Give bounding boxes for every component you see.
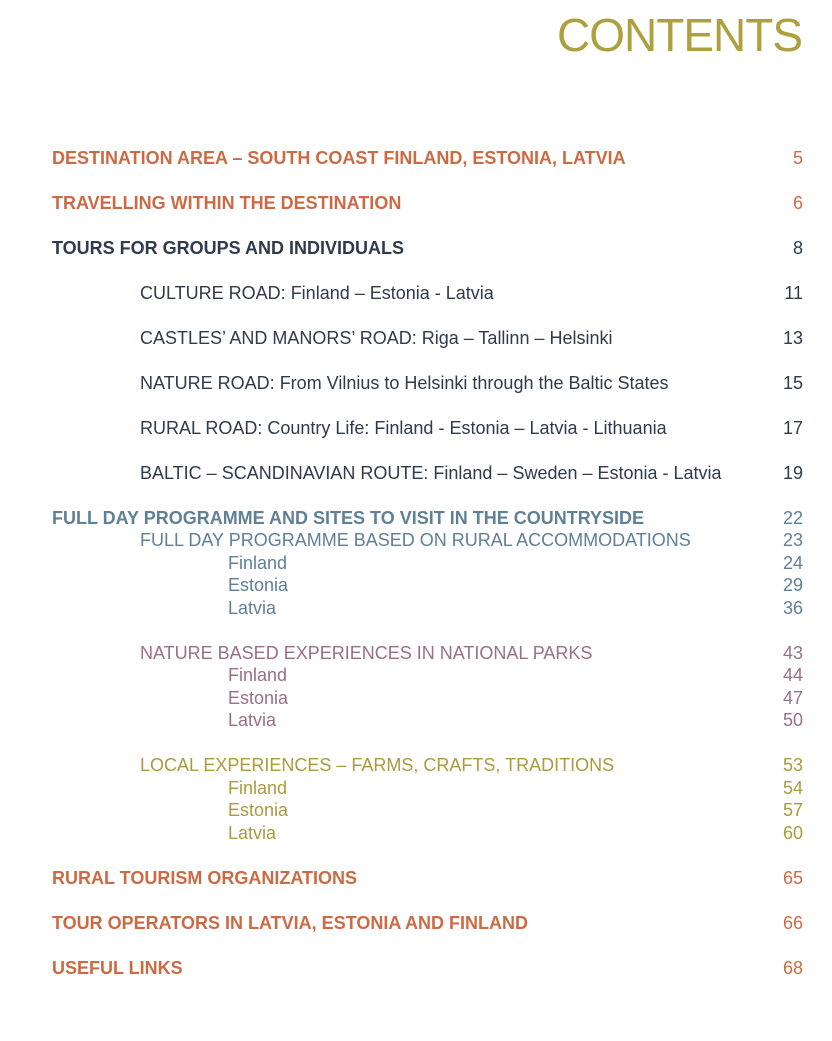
toc-page: 24: [782, 553, 803, 573]
toc-page: 65: [782, 868, 803, 888]
toc-entry-travelling[interactable]: [0, 191, 832, 215]
toc-entry-rural-road[interactable]: [0, 416, 832, 440]
toc-page: 57: [782, 800, 803, 820]
toc-page: 36: [782, 598, 803, 618]
toc-label: Estonia: [228, 688, 289, 708]
toc-page: 47: [782, 688, 803, 708]
toc-entry-tour-operators[interactable]: [0, 911, 832, 935]
toc-page: 15: [782, 373, 803, 393]
toc-label-desc: Riga – Tallinn – Helsinki: [416, 328, 613, 348]
toc-entry-nature-road[interactable]: [0, 371, 832, 395]
toc-label: DESTINATION AREA – SOUTH COAST FINLAND, ESTONIA, LATVIA: [52, 148, 626, 168]
toc-label-head: RURAL ROAD:: [140, 418, 263, 438]
toc-entry-tours[interactable]: [0, 236, 832, 260]
toc-label-desc: From Vilnius to Helsinki through the Baltic States: [274, 373, 669, 393]
toc-entry-le-estonia[interactable]: [0, 798, 832, 822]
page-title: CONTENTS: [557, 9, 802, 61]
toc-page: 8: [792, 238, 803, 258]
toc-entry-culture-road[interactable]: [0, 281, 832, 305]
toc-label: Latvia: [228, 710, 277, 730]
toc-page: 23: [782, 530, 803, 550]
toc-entry-fd-estonia[interactable]: [0, 573, 832, 597]
toc-label: TOURS FOR GROUPS AND INDIVIDUALS: [52, 238, 405, 258]
toc-page: 11: [784, 283, 803, 303]
toc-page: 22: [782, 508, 803, 528]
toc-label: Latvia: [228, 598, 277, 618]
toc-page: 17: [782, 418, 803, 438]
toc-label: Estonia: [228, 575, 289, 595]
toc-page: 60: [782, 823, 803, 843]
toc-entry-np-estonia[interactable]: [0, 686, 832, 710]
toc-label: NATURE BASED EXPERIENCES IN NATIONAL PARKS: [140, 643, 593, 663]
toc-label: RURAL TOURISM ORGANIZATIONS: [52, 868, 357, 888]
toc-label: Finland: [228, 778, 288, 798]
toc-label: TOUR OPERATORS IN LATVIA, ESTONIA AND FINLAND: [52, 913, 529, 933]
toc-page: 53: [782, 755, 803, 775]
toc-label: LOCAL EXPERIENCES – FARMS, CRAFTS, TRADITIONS: [140, 755, 615, 775]
toc-label-desc: Country Life: Finland - Estonia – Latvia - Lithuania: [262, 418, 667, 438]
toc-entry-useful-links[interactable]: [0, 956, 832, 980]
toc-label-head: CULTURE ROAD:: [140, 283, 286, 303]
toc-label: FULL DAY PROGRAMME AND SITES TO VISIT IN THE COUNTRYSIDE: [52, 508, 645, 528]
toc-entry-local-experiences[interactable]: [0, 753, 832, 777]
toc-label: Latvia: [228, 823, 277, 843]
toc-entry-le-latvia[interactable]: [0, 821, 832, 845]
toc-page: 29: [782, 575, 803, 595]
toc-entry-destination[interactable]: [0, 146, 832, 170]
toc-entry-full-day[interactable]: [0, 506, 832, 530]
toc-entry-le-finland[interactable]: [0, 776, 832, 800]
toc-label-head: BALTIC – SCANDINAVIAN ROUTE:: [140, 463, 429, 483]
toc-label: Finland: [228, 665, 288, 685]
toc-entry-rural-orgs[interactable]: [0, 866, 832, 890]
toc-label-desc: Finland – Sweden – Estonia - Latvia: [428, 463, 722, 483]
toc-label-desc: Finland – Estonia - Latvia: [285, 283, 494, 303]
toc-entry-castles-road[interactable]: [0, 326, 832, 350]
toc-page: 54: [782, 778, 803, 798]
toc-entry-np-finland[interactable]: [0, 663, 832, 687]
toc-label: FULL DAY PROGRAMME BASED ON RURAL ACCOMMODATIONS: [140, 530, 691, 550]
toc-entry-full-day-rural[interactable]: [0, 528, 832, 552]
toc-page: 6: [792, 193, 803, 213]
toc-entry-fd-latvia[interactable]: [0, 596, 832, 620]
toc-page: 19: [782, 463, 803, 483]
toc-label: USEFUL LINKS: [52, 958, 183, 978]
toc-page: 50: [782, 710, 803, 730]
toc-entry-baltic-route[interactable]: [0, 461, 832, 485]
toc-label: Finland: [228, 553, 288, 573]
toc-entry-nature-parks[interactable]: [0, 641, 832, 665]
toc-label: Estonia: [228, 800, 289, 820]
toc-page: 13: [782, 328, 803, 348]
toc-entry-fd-finland[interactable]: [0, 551, 832, 575]
toc-page: 44: [782, 665, 803, 685]
toc-label-head: CASTLES’ AND MANORS’ ROAD:: [140, 328, 417, 348]
toc-label: TRAVELLING WITHIN THE DESTINATION: [52, 193, 402, 213]
toc-page: 5: [792, 148, 803, 168]
toc-page: 43: [782, 643, 803, 663]
toc-page: 68: [782, 958, 803, 978]
toc-label-head: NATURE ROAD:: [140, 373, 275, 393]
toc-entry-np-latvia[interactable]: [0, 708, 832, 732]
toc-page: 66: [782, 913, 803, 933]
